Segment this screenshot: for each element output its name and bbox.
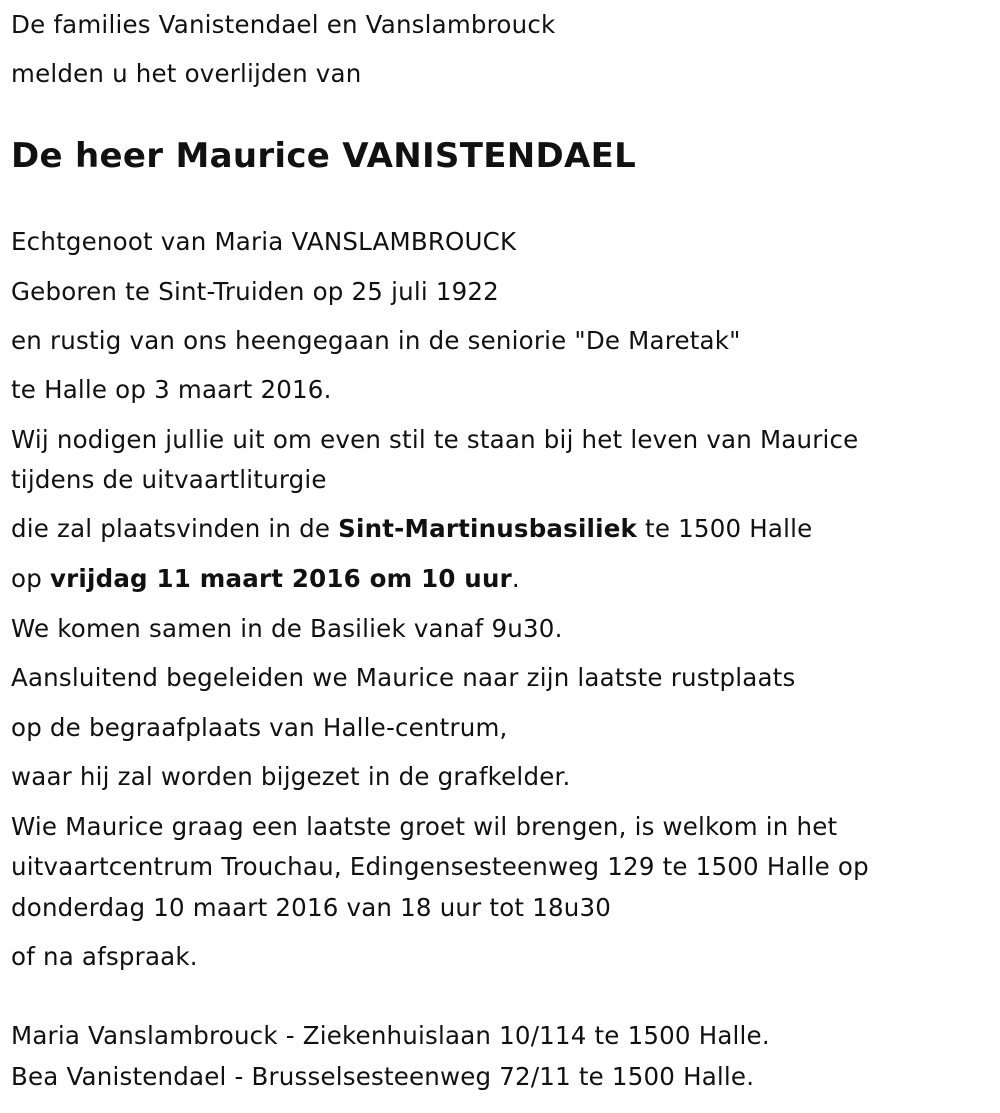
- visitation-line-2: uitvaartcentrum Trouchau, Edingensesteenweg 129 te 1500 Halle op: [11, 852, 869, 881]
- deceased-name: De heer Maurice VANISTENDAEL: [11, 136, 637, 176]
- burial-line-2: op de begraafplaats van Halle-centrum,: [11, 713, 508, 742]
- venue-line: [11, 509, 812, 549]
- contact-address-2: Bea Vanistendael - Brusselsesteenweg 72/11 te 1500 Halle.: [11, 1062, 755, 1091]
- date-suffix: .: [511, 564, 520, 593]
- visitation-line-3: donderdag 10 maart 2016 van 18 uur tot 18u30: [11, 893, 612, 922]
- contact-address-1: Maria Vanslambrouck - Ziekenhuislaan 10/114 te 1500 Halle.: [11, 1021, 770, 1050]
- visitation-line-4: of na afspraak.: [11, 942, 198, 971]
- ceremony-date: vrijdag 11 maart 2016 om 10 uur: [49, 564, 512, 593]
- invitation-line-2: tijdens de uitvaartliturgie: [11, 465, 327, 494]
- burial-line-1: Aansluitend begeleiden we Maurice naar zijn laatste rustplaats: [11, 663, 796, 692]
- date-prefix: op: [11, 564, 50, 593]
- spouse-line: Echtgenoot van Maria VANSLAMBROUCK: [11, 227, 517, 256]
- intro-families: De families Vanistendael en Vanslambrouck: [11, 10, 556, 39]
- passing-line: en rustig van ons heengegaan in de seniorie "De Maretak": [11, 326, 741, 355]
- invitation-line-1: Wij nodigen jullie uit om even stil te staan bij het leven van Maurice: [11, 425, 859, 454]
- ceremony-date-line: [11, 559, 520, 599]
- venue-suffix: te 1500 Halle: [637, 514, 813, 543]
- visitation-line-1: Wie Maurice graag een laatste groet wil brengen, is welkom in het: [11, 812, 838, 841]
- passing-place-date: te Halle op 3 maart 2016.: [11, 375, 332, 404]
- burial-line-3: waar hij zal worden bijgezet in de grafkelder.: [11, 762, 571, 791]
- birth-line: Geboren te Sint-Truiden op 25 juli 1922: [11, 277, 499, 306]
- gathering-line: We komen samen in de Basiliek vanaf 9u30.: [11, 614, 563, 643]
- intro-announcement: melden u het overlijden van: [11, 59, 362, 88]
- venue-name: Sint-Martinusbasiliek: [338, 514, 638, 543]
- venue-prefix: die zal plaatsvinden in de: [11, 514, 339, 543]
